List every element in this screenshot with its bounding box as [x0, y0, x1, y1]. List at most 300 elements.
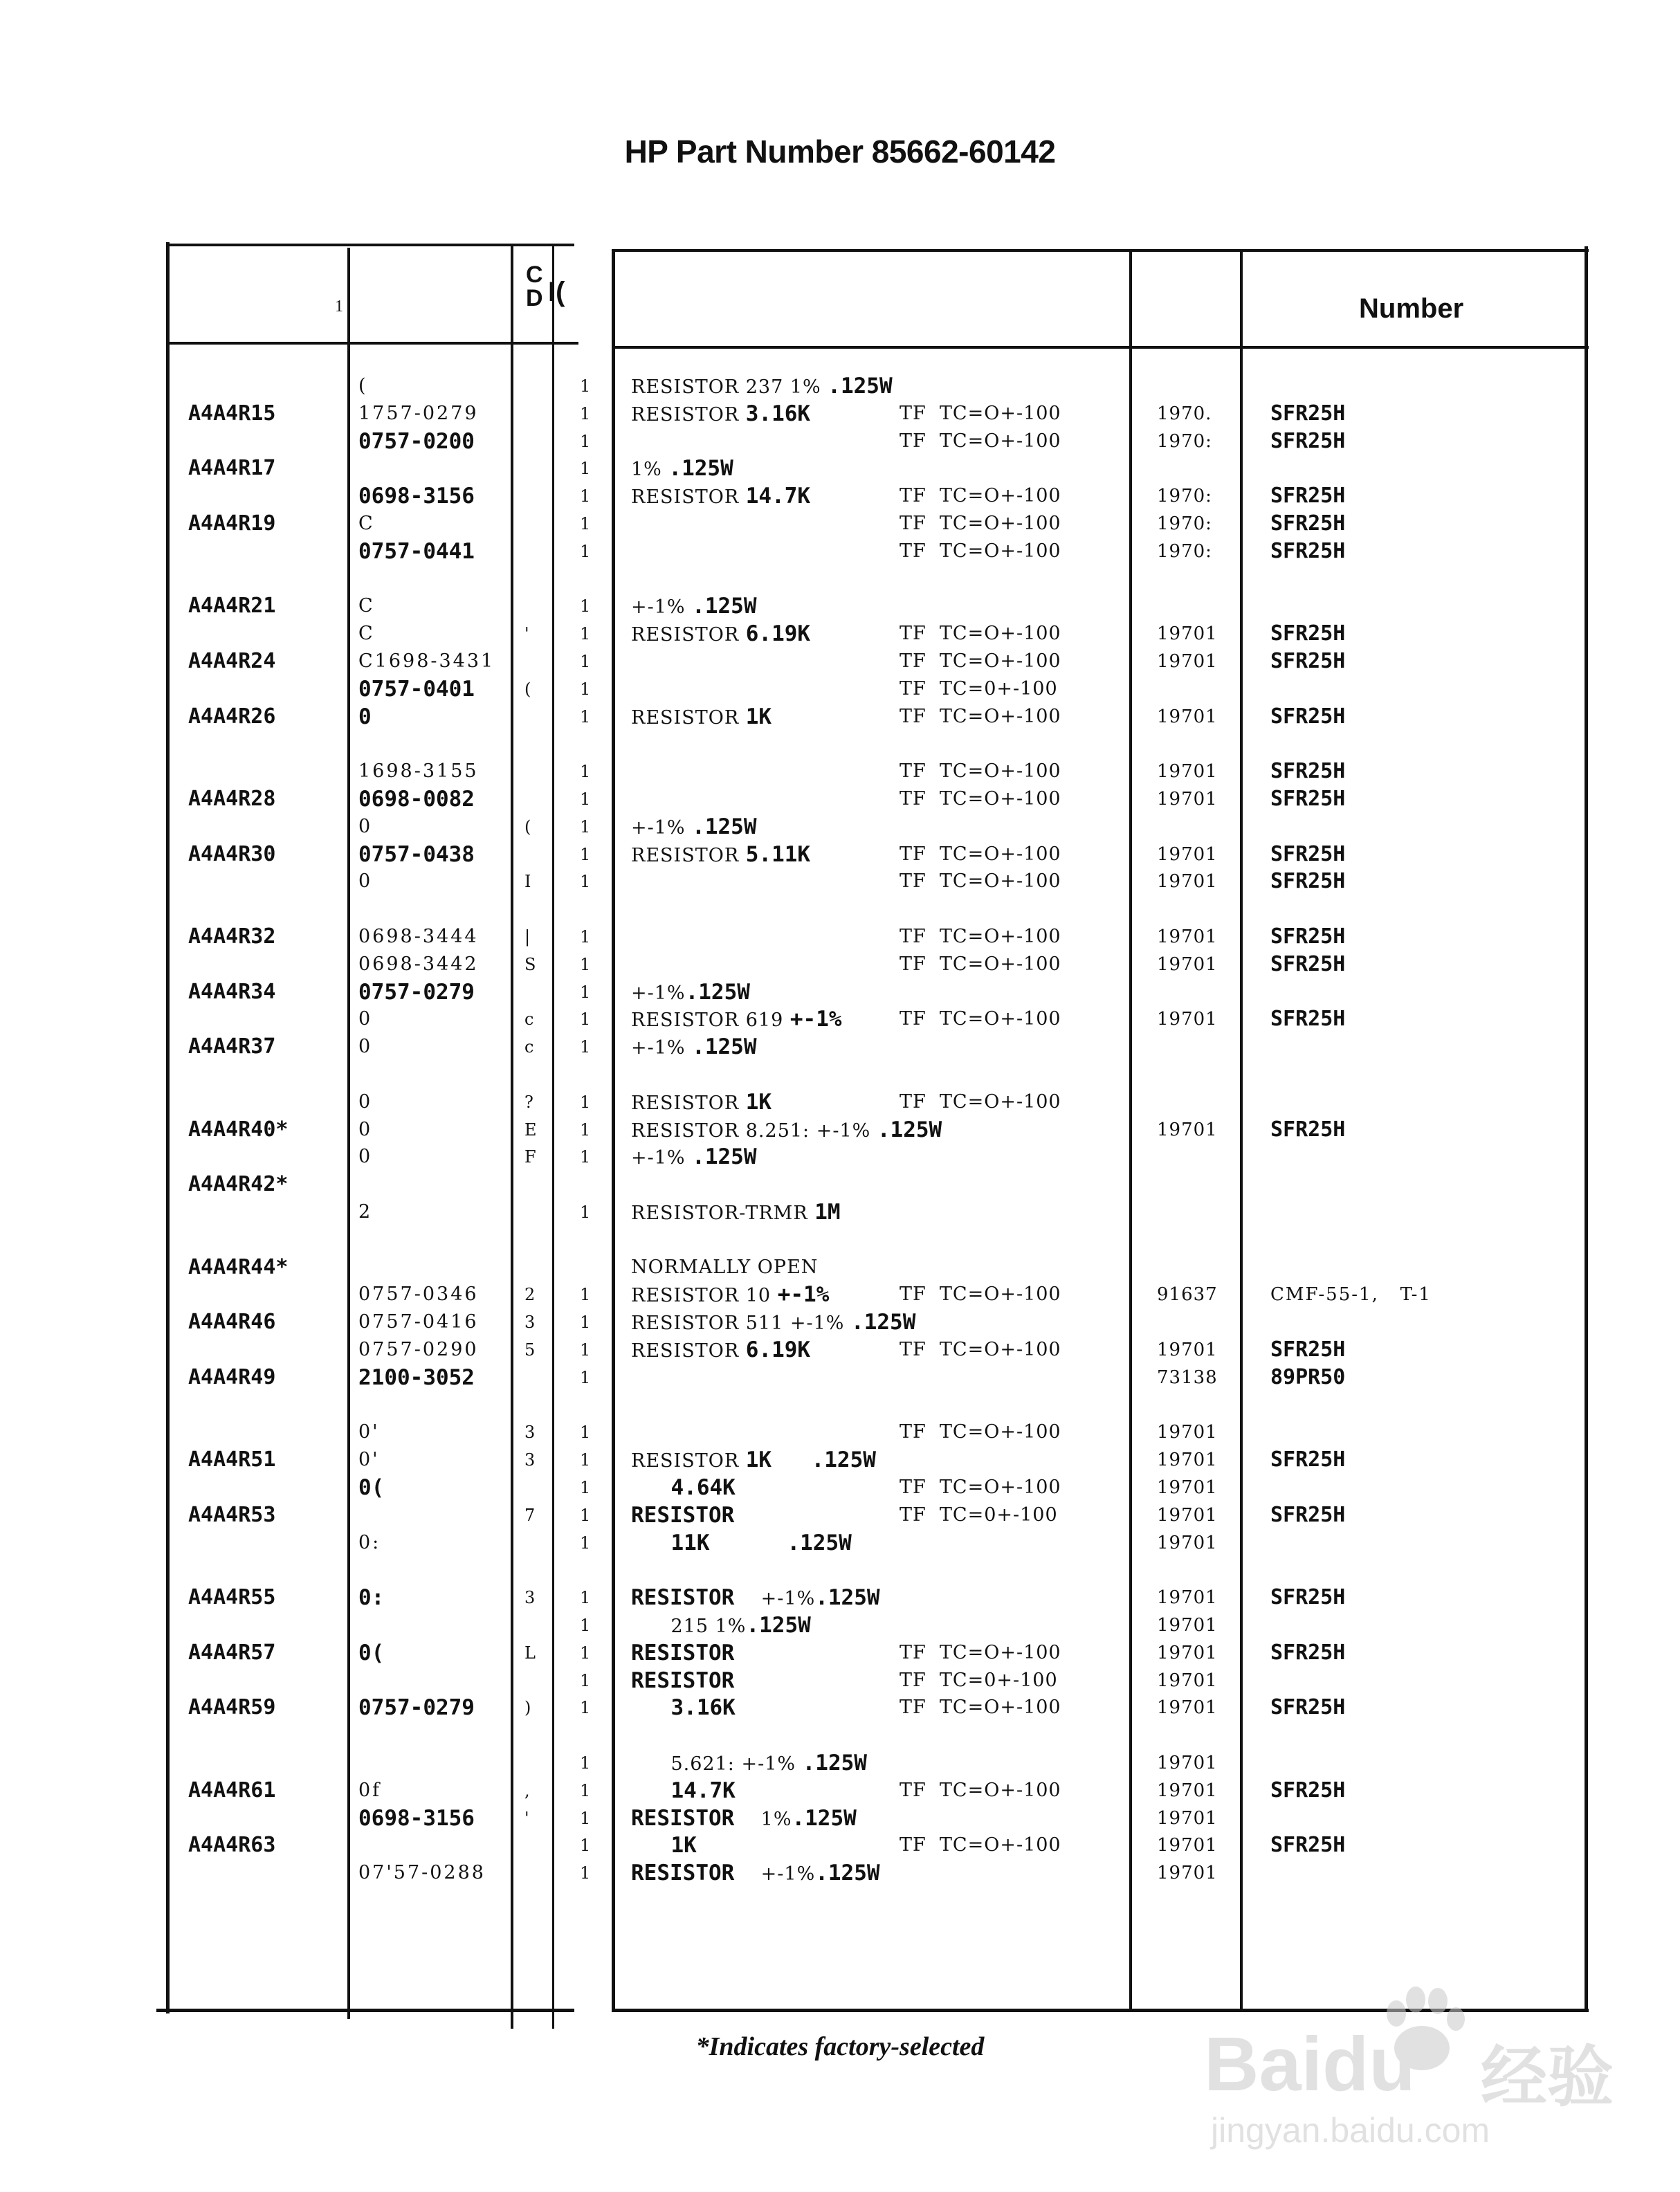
reference-designator: A4A4R49 — [188, 1364, 276, 1389]
hp-part-number: 0757-0438 — [358, 841, 475, 867]
table-row — [0, 1336, 1680, 1364]
table-row — [0, 1033, 1680, 1061]
table-row — [0, 1005, 1680, 1033]
baidu-watermark — [1190, 1979, 1647, 2152]
manufacturer-part-number: SFR25H — [1270, 1640, 1346, 1665]
description-segment: RESISTOR — [631, 1585, 735, 1611]
table-row — [0, 1584, 1680, 1611]
check-digit: 5 — [524, 1340, 536, 1360]
description — [631, 703, 771, 732]
quantity: 1 — [580, 1423, 591, 1443]
table-row — [0, 923, 1680, 951]
manufacturer-part-number: SFR25H — [1270, 1502, 1346, 1527]
table-row — [0, 400, 1680, 428]
table-row — [0, 1721, 1680, 1749]
description-segment: 1K — [670, 1833, 697, 1858]
description-segment: RESISTOR-TRMR — [631, 1203, 815, 1224]
table-row — [0, 785, 1680, 813]
description — [631, 1308, 915, 1337]
reference-designator: A4A4R55 — [188, 1585, 276, 1610]
manufacturer-part-number: SFR25H — [1270, 621, 1346, 646]
temperature-coefficient: TF TC=O+-100 — [900, 843, 1061, 865]
manufacturer-code: 19701 — [1157, 1477, 1218, 1498]
manufacturer-code: 19701 — [1157, 1835, 1218, 1856]
table-row — [0, 482, 1680, 510]
description — [631, 1584, 880, 1613]
reference-designator: A4A4R34 — [188, 979, 276, 1004]
reference-designator: A4A4R57 — [188, 1640, 276, 1665]
manufacturer-part-number: SFR25H — [1270, 401, 1346, 426]
manufacturer-part-number: SFR25H — [1270, 1447, 1346, 1472]
table-row — [0, 1611, 1680, 1639]
hp-part-number: 2 — [358, 1201, 373, 1223]
manufacturer-part-number: SFR25H — [1270, 1833, 1346, 1858]
temperature-coefficient: TF TC=O+-100 — [900, 870, 1061, 893]
manufacturer-code: 19701 — [1157, 843, 1218, 865]
check-digit: 3 — [524, 1313, 536, 1333]
table-row — [0, 372, 1680, 400]
hp-part-number: 0757-0279 — [358, 1695, 475, 1721]
description-segment: .125W — [685, 979, 750, 1005]
description-segment: RESISTOR — [631, 1450, 746, 1472]
table-row — [0, 510, 1680, 538]
manufacturer-part-number: SFR25H — [1270, 1585, 1346, 1610]
check-digit: c — [524, 1010, 534, 1030]
reference-designator: A4A4R28 — [188, 787, 276, 811]
reference-designator: A4A4R15 — [188, 401, 276, 426]
description — [631, 1254, 818, 1281]
temperature-coefficient: TF TC=O+-100 — [900, 650, 1061, 672]
header-mfr-part-number: Number — [1359, 293, 1464, 324]
quantity: 1 — [580, 376, 591, 396]
quantity: 1 — [580, 954, 591, 974]
description — [631, 400, 810, 429]
hp-part-number: 0 — [358, 1090, 373, 1113]
description — [631, 1777, 736, 1806]
quantity: 1 — [580, 1340, 591, 1360]
hp-part-number: 07'57-0288 — [358, 1862, 486, 1884]
table-row — [0, 1501, 1680, 1529]
quantity: 1 — [580, 624, 591, 644]
page-title: HP Part Number 85662-60142 — [624, 134, 1056, 170]
temperature-coefficient: TF TC=O+-100 — [900, 1779, 1061, 1801]
description-segment: 4.64K — [670, 1475, 736, 1500]
table-row — [0, 1556, 1680, 1584]
description-segment — [631, 1781, 671, 1802]
description-segment: NORMALLY OPEN — [631, 1256, 819, 1278]
table-row — [0, 895, 1680, 923]
description — [631, 1005, 842, 1034]
check-digit: ( — [524, 679, 531, 699]
quantity: 1 — [580, 1203, 591, 1222]
hp-part-number: 0698-3156 — [358, 484, 475, 509]
description-segment: 6.19K — [745, 1337, 811, 1362]
table-row — [0, 1529, 1680, 1557]
table-row — [0, 730, 1680, 758]
description-segment: 1% — [631, 459, 669, 481]
description-segment: +-1% — [777, 1282, 830, 1308]
description — [631, 813, 757, 842]
manufacturer-part-number: CMF-55-1, T-1 — [1270, 1284, 1432, 1306]
description-segment: .125W — [668, 456, 733, 482]
check-digit: S — [524, 954, 536, 974]
manufacturer-code: 19701 — [1157, 953, 1218, 975]
check-digit: 2 — [524, 1285, 536, 1305]
description — [631, 1143, 757, 1172]
description-segment — [631, 1533, 671, 1555]
description — [631, 1446, 876, 1475]
table-row — [0, 592, 1680, 620]
header-fragment-c: C — [526, 262, 543, 288]
hp-part-number: 0: — [358, 1531, 381, 1553]
manufacturer-code: 19701 — [1157, 623, 1218, 645]
description-segment: +-1% — [734, 1863, 816, 1885]
hp-part-number: 0757-0441 — [358, 538, 475, 564]
table-row — [0, 813, 1680, 841]
manufacturer-code: 1970: — [1157, 540, 1212, 562]
footnote: *Indicates factory-selected — [695, 2032, 985, 2061]
manufacturer-code: 19701 — [1157, 1532, 1218, 1553]
description — [631, 1474, 736, 1503]
quantity: 1 — [580, 1037, 591, 1057]
description — [631, 482, 810, 511]
table-row — [0, 675, 1680, 703]
manufacturer-code: 19701 — [1157, 1119, 1218, 1140]
reference-designator: A4A4R21 — [188, 594, 276, 619]
manufacturer-code: 19701 — [1157, 871, 1218, 893]
table-row — [0, 1446, 1680, 1474]
temperature-coefficient: TF TC=O+-100 — [900, 953, 1061, 975]
watermark-brand-cn: 经验 — [1481, 2040, 1614, 2115]
quantity: 1 — [580, 1010, 591, 1030]
description — [631, 1749, 867, 1778]
hp-part-number: 0698-0082 — [358, 787, 475, 812]
table-row — [0, 1832, 1680, 1859]
quantity: 1 — [580, 927, 591, 947]
hp-part-number: ( — [358, 375, 368, 396]
hp-part-number: 0698-3444 — [358, 926, 479, 947]
manufacturer-code: 19701 — [1157, 1780, 1218, 1801]
manufacturer-code: 19701 — [1157, 1615, 1218, 1636]
description-segment: RESISTOR — [631, 1502, 735, 1528]
temperature-coefficient: TF TC=O+-100 — [900, 705, 1061, 727]
manufacturer-code: 1970: — [1157, 486, 1212, 507]
quantity: 1 — [580, 1450, 591, 1470]
reference-designator: A4A4R24 — [188, 649, 276, 673]
temperature-coefficient: TF TC=0+-100 — [900, 1504, 1058, 1526]
hp-part-number: 0 — [358, 815, 373, 837]
table-row — [0, 428, 1680, 455]
table-row — [0, 1198, 1680, 1226]
table-row — [0, 1859, 1680, 1887]
description-segment: 5.621: +-1% — [631, 1753, 803, 1775]
manufacturer-code: 91637 — [1157, 1284, 1218, 1306]
description — [631, 1281, 829, 1310]
reference-designator: A4A4R37 — [188, 1034, 276, 1059]
description — [631, 1694, 736, 1723]
description-segment: 14.7K — [670, 1778, 736, 1803]
header-fragment-i: I( — [548, 277, 565, 307]
table-row — [0, 1749, 1680, 1777]
watermark-url: jingyan.baidu.com — [1211, 2111, 1490, 2150]
table-row — [0, 1116, 1680, 1144]
table-header-rule-left — [166, 342, 578, 345]
description — [631, 1639, 734, 1668]
manufacturer-code: 19701 — [1157, 1422, 1218, 1443]
quantity: 1 — [580, 816, 591, 837]
description — [631, 1832, 697, 1861]
reference-designator: A4A4R53 — [188, 1502, 276, 1527]
hp-part-number: 2100-3052 — [358, 1364, 475, 1390]
temperature-coefficient: TF TC=O+-100 — [900, 1477, 1061, 1498]
manufacturer-code: 19701 — [1157, 1450, 1218, 1471]
check-digit: ) — [524, 1698, 531, 1718]
description-segment: 6.19K — [745, 621, 811, 647]
quantity: 1 — [580, 872, 591, 892]
temperature-coefficient: TF TC=O+-100 — [900, 1090, 1061, 1113]
hp-part-number: 0' — [358, 1449, 380, 1471]
description-segment: .125W — [811, 1447, 876, 1473]
table-row — [0, 868, 1680, 895]
check-digit: I — [524, 872, 531, 892]
check-digit: F — [524, 1147, 536, 1167]
description-segment: 1K — [745, 704, 772, 729]
hp-part-number: 0757-0401 — [358, 676, 475, 702]
quantity: 1 — [580, 1313, 591, 1333]
temperature-coefficient: TF TC=O+-100 — [900, 1697, 1061, 1719]
quantity: 1 — [580, 486, 591, 506]
check-digit: 7 — [524, 1505, 536, 1525]
description-segment: RESISTOR 8.251: +-1% — [631, 1120, 877, 1142]
manufacturer-part-number: 89PR50 — [1270, 1364, 1346, 1389]
manufacturer-code: 19701 — [1157, 1753, 1218, 1773]
manufacturer-code: 19701 — [1157, 926, 1218, 947]
temperature-coefficient: TF TC=O+-100 — [900, 513, 1061, 534]
table-row — [0, 1171, 1680, 1198]
hp-part-number: 0 — [358, 1118, 373, 1140]
temperature-coefficient: TF TC=O+-100 — [900, 402, 1061, 424]
description — [631, 1501, 734, 1531]
check-digit: ( — [524, 816, 531, 837]
quantity: 1 — [580, 1120, 591, 1140]
quantity: 1 — [580, 1753, 591, 1773]
temperature-coefficient: TF TC=O+-100 — [900, 1641, 1061, 1663]
quantity: 1 — [580, 1643, 591, 1663]
table-row — [0, 1474, 1680, 1501]
description-segment: +-1% — [789, 1007, 842, 1032]
table-row — [0, 620, 1680, 648]
watermark-brand: Baidu — [1204, 2022, 1416, 2107]
description — [631, 372, 893, 401]
description-segment: .125W — [692, 814, 757, 839]
hp-part-number: 1757-0279 — [358, 402, 479, 424]
description-segment — [631, 1478, 671, 1499]
description-segment: RESISTOR — [631, 1668, 735, 1693]
check-digit: E — [524, 1120, 537, 1140]
quantity: 1 — [580, 1588, 591, 1608]
description-segment: RESISTOR — [631, 486, 746, 509]
reference-designator: A4A4R42* — [188, 1172, 289, 1197]
description-segment: .125W — [792, 1805, 857, 1831]
hp-part-number: C1698-3431 — [358, 650, 495, 672]
manufacturer-code: 19701 — [1157, 1863, 1218, 1884]
check-digit: , — [524, 1780, 530, 1800]
description-segment: RESISTOR — [631, 844, 746, 866]
check-digit: 3 — [524, 1450, 536, 1470]
reference-designator: A4A4R26 — [188, 704, 276, 729]
quantity: 1 — [580, 1533, 591, 1553]
manufacturer-code: 19701 — [1157, 651, 1218, 672]
hp-part-number: 0757-0200 — [358, 428, 475, 454]
hp-part-number: C — [358, 513, 375, 534]
quantity: 1 — [580, 982, 591, 1002]
check-digit: ' — [524, 1808, 529, 1828]
description-segment: RESISTOR — [631, 1640, 735, 1665]
description — [631, 1529, 852, 1558]
manufacturer-code: 19701 — [1157, 706, 1218, 727]
check-digit: ' — [524, 624, 529, 644]
hp-part-number: 0 — [358, 870, 373, 893]
quantity: 1 — [580, 706, 591, 727]
description-segment: RESISTOR — [631, 1092, 746, 1114]
manufacturer-part-number: SFR25H — [1270, 428, 1346, 453]
quantity: 1 — [580, 1698, 591, 1718]
description — [631, 455, 733, 484]
description-segment: +-1% — [631, 816, 693, 839]
quantity: 1 — [580, 459, 591, 479]
manufacturer-part-number: SFR25H — [1270, 1778, 1346, 1802]
table-row — [0, 1061, 1680, 1088]
check-digit: L — [524, 1643, 536, 1663]
quantity: 1 — [580, 1780, 591, 1800]
quantity: 1 — [580, 596, 591, 616]
quantity: 1 — [580, 679, 591, 699]
quantity: 1 — [580, 1092, 591, 1112]
description-segment: RESISTOR — [631, 706, 746, 729]
manufacturer-code: 19701 — [1157, 761, 1218, 783]
description-segment: RESISTOR 10 — [631, 1285, 778, 1307]
temperature-coefficient: TF TC=O+-100 — [900, 1834, 1061, 1856]
quantity: 1 — [580, 1836, 591, 1856]
description-segment: 11K .125W — [670, 1530, 852, 1555]
description — [631, 1198, 841, 1227]
description-segment: 1M — [814, 1200, 841, 1225]
description-segment: .125W — [692, 594, 757, 619]
description-segment: +-1% — [631, 596, 693, 619]
description-segment: 1% — [734, 1808, 792, 1830]
hp-part-number: 0 — [358, 1146, 373, 1168]
hp-part-number: 0( — [358, 1640, 385, 1665]
hp-part-number: 0 — [358, 1008, 373, 1030]
temperature-coefficient: TF TC=O+-100 — [900, 623, 1061, 645]
hp-part-number: 0698-3442 — [358, 953, 479, 975]
description-segment: .125W — [815, 1585, 880, 1611]
hp-part-number: 0757-0346 — [358, 1284, 479, 1306]
table-row — [0, 758, 1680, 785]
description-segment — [771, 1450, 812, 1472]
check-digit: 3 — [524, 1423, 536, 1443]
description-segment: .125W — [746, 1613, 811, 1638]
manufacturer-code: 19701 — [1157, 789, 1218, 810]
description-segment: 5.11K — [745, 841, 811, 867]
description-segment: +-1% — [631, 982, 686, 1004]
description — [631, 978, 750, 1007]
table-row — [0, 1667, 1680, 1695]
quantity: 1 — [580, 431, 591, 451]
quantity: 1 — [580, 1147, 591, 1167]
description-segment: .125W — [692, 1144, 757, 1170]
temperature-coefficient: TF TC=0+-100 — [900, 1669, 1058, 1691]
table-row — [0, 1226, 1680, 1254]
manufacturer-part-number: SFR25H — [1270, 511, 1346, 536]
description-segment: RESISTOR — [631, 1861, 735, 1886]
description — [631, 592, 757, 621]
description-segment: 14.7K — [745, 484, 811, 509]
temperature-coefficient: TF TC=O+-100 — [900, 540, 1061, 562]
manufacturer-part-number: SFR25H — [1270, 1117, 1346, 1142]
description-segment: .125W — [815, 1861, 880, 1886]
hp-part-number: 0: — [358, 1585, 385, 1611]
hp-part-number: 0757-0416 — [358, 1311, 479, 1333]
description-segment: 1K — [745, 1447, 772, 1473]
description — [631, 1667, 734, 1696]
hp-part-number: 0' — [358, 1421, 380, 1443]
reference-designator: A4A4R32 — [188, 924, 276, 949]
manufacturer-code: 19701 — [1157, 1504, 1218, 1526]
hp-part-number: 0( — [358, 1475, 385, 1500]
hp-part-number: C — [358, 595, 375, 617]
temperature-coefficient: TF TC=O+-100 — [900, 1008, 1061, 1030]
table-row — [0, 1308, 1680, 1336]
table-row — [0, 703, 1680, 731]
manufacturer-part-number: SFR25H — [1270, 951, 1346, 976]
description-segment: RESISTOR 237 1% — [631, 376, 828, 398]
temperature-coefficient: TF TC=O+-100 — [900, 1284, 1061, 1306]
description — [631, 841, 810, 870]
hp-part-number: 0757-0290 — [358, 1339, 479, 1360]
description-segment: .125W — [877, 1117, 942, 1142]
table-row — [0, 648, 1680, 675]
hp-part-number: 1698-3155 — [358, 760, 479, 783]
description — [631, 1116, 942, 1145]
description-segment: .125W — [802, 1751, 867, 1775]
description — [631, 1336, 810, 1365]
manufacturer-part-number: SFR25H — [1270, 484, 1346, 509]
temperature-coefficient: TF TC=O+-100 — [900, 1339, 1061, 1360]
description — [631, 620, 810, 649]
table-row — [0, 978, 1680, 1006]
quantity: 1 — [580, 1285, 591, 1305]
reference-designator: A4A4R46 — [188, 1310, 276, 1335]
reference-designator: A4A4R61 — [188, 1778, 276, 1802]
manufacturer-part-number: SFR25H — [1270, 1337, 1346, 1362]
description-segment: RESISTOR — [631, 1805, 735, 1831]
description-segment: .125W — [692, 1034, 757, 1060]
table-row — [0, 1694, 1680, 1721]
table-row — [0, 565, 1680, 593]
manufacturer-part-number: SFR25H — [1270, 787, 1346, 811]
quantity: 1 — [580, 762, 591, 782]
description — [631, 1611, 811, 1641]
table-row — [0, 1777, 1680, 1805]
temperature-coefficient: TF TC=O+-100 — [900, 926, 1061, 947]
reference-designator: A4A4R40* — [188, 1117, 289, 1142]
description-segment: .125W — [851, 1310, 916, 1335]
hp-part-number: 0757-0279 — [358, 979, 475, 1005]
table-bottom-rule-left — [156, 2009, 574, 2012]
quantity: 1 — [580, 403, 591, 423]
check-digit: ? — [524, 1092, 533, 1112]
